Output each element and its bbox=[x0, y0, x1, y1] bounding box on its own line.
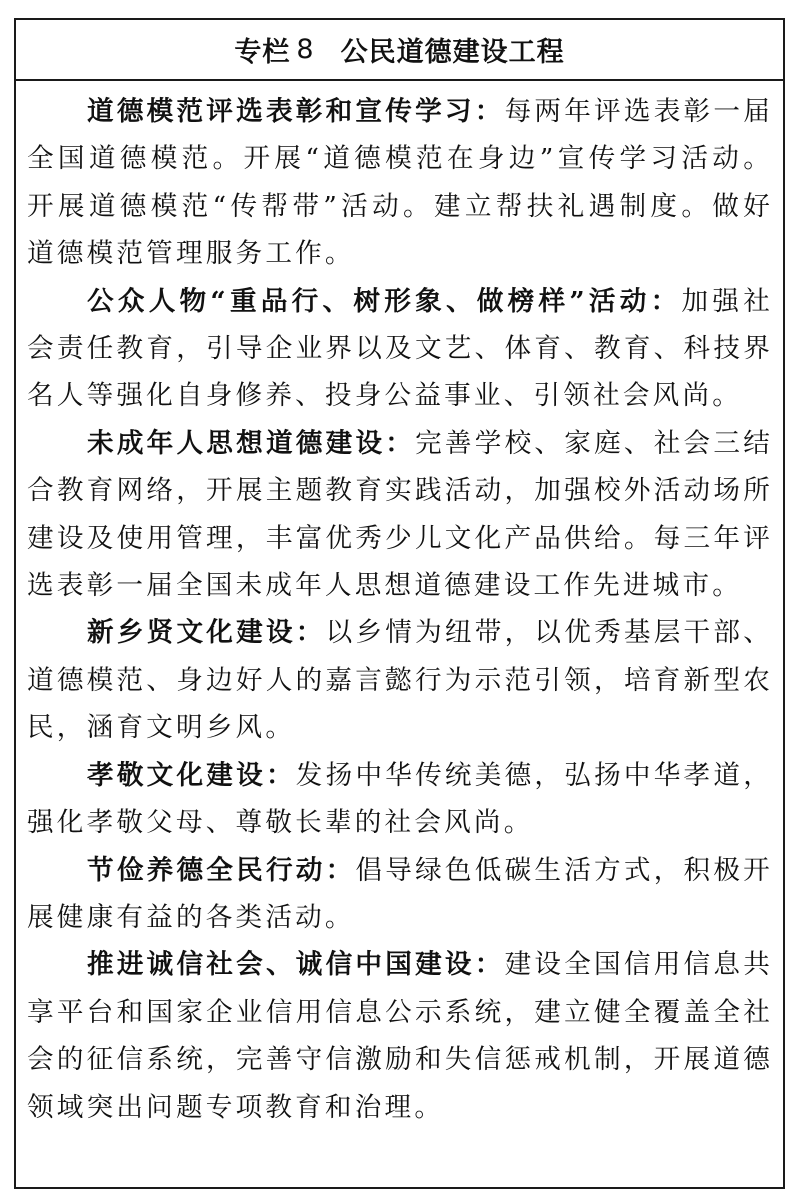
section-lead: 节俭养德全民行动： bbox=[87, 854, 356, 886]
section-thrift bbox=[27, 847, 773, 942]
box-header bbox=[16, 20, 783, 81]
section-lead: 孝敬文化建设： bbox=[87, 759, 296, 791]
section-body: 以乡情为纽带，以优秀基层干部、道德模范、身边好人的嘉言懿行为示范引领，培育新型农民，涵育文明乡风。 bbox=[27, 617, 773, 744]
section-body: 建设全国信用信息共享平台和国家企业信用信息公示系统，建立健全覆盖全社会的征信系统，完善守信激励和失信惩戒机制，开展道德领域突出问题专项教育和治理。 bbox=[27, 949, 773, 1123]
section-body: 倡导绿色低碳生活方式，积极开展健康有益的各类活动。 bbox=[27, 854, 773, 933]
header-label: 专栏 bbox=[234, 37, 291, 68]
header-number: 8 bbox=[296, 34, 315, 65]
section-body: 每两年评选表彰一届全国道德模范。开展“道德模范在身边”宣传学习活动。开展道德模范“传帮带”活动。建立帮扶礼遇制度。做好道德模范管理服务工作。 bbox=[27, 96, 773, 270]
section-lead: 新乡贤文化建设： bbox=[87, 617, 326, 649]
section-body: 加强社会责任教育，引导企业界以及文艺、体育、教育、科技界名人等强化自身修养、投身公益事业、引领社会风尚。 bbox=[27, 285, 774, 412]
section-lead: 道德模范评选表彰和宣传学习： bbox=[87, 96, 505, 127]
section-minors bbox=[27, 420, 773, 610]
section-moral-models bbox=[27, 88, 773, 278]
section-filial-piety bbox=[27, 752, 773, 847]
section-integrity bbox=[27, 941, 773, 1131]
section-body: 完善学校、家庭、社会三结合教育网络，开展主题教育实践活动，加强校外活动场所建设及使用管理，丰富优秀少儿文化产品供给。每三年评选表彰一届全国未成年人思想道德建设工作先进城市。 bbox=[27, 427, 774, 602]
section-lead: 公众人物“重品行、树形象、做榜样”活动： bbox=[87, 285, 682, 317]
feature-box bbox=[14, 18, 785, 1189]
section-rural-sages bbox=[27, 609, 773, 751]
header-title: 公民道德建设工程 bbox=[340, 37, 565, 68]
section-public-figures bbox=[27, 278, 773, 420]
section-lead: 未成年人思想道德建设： bbox=[87, 427, 416, 459]
section-lead: 推进诚信社会、诚信中国建设： bbox=[87, 949, 505, 981]
box-content bbox=[16, 81, 783, 1131]
section-body: 发扬中华传统美德，弘扬中华孝道，强化孝敬父母、尊敬长辈的社会风尚。 bbox=[27, 759, 773, 839]
